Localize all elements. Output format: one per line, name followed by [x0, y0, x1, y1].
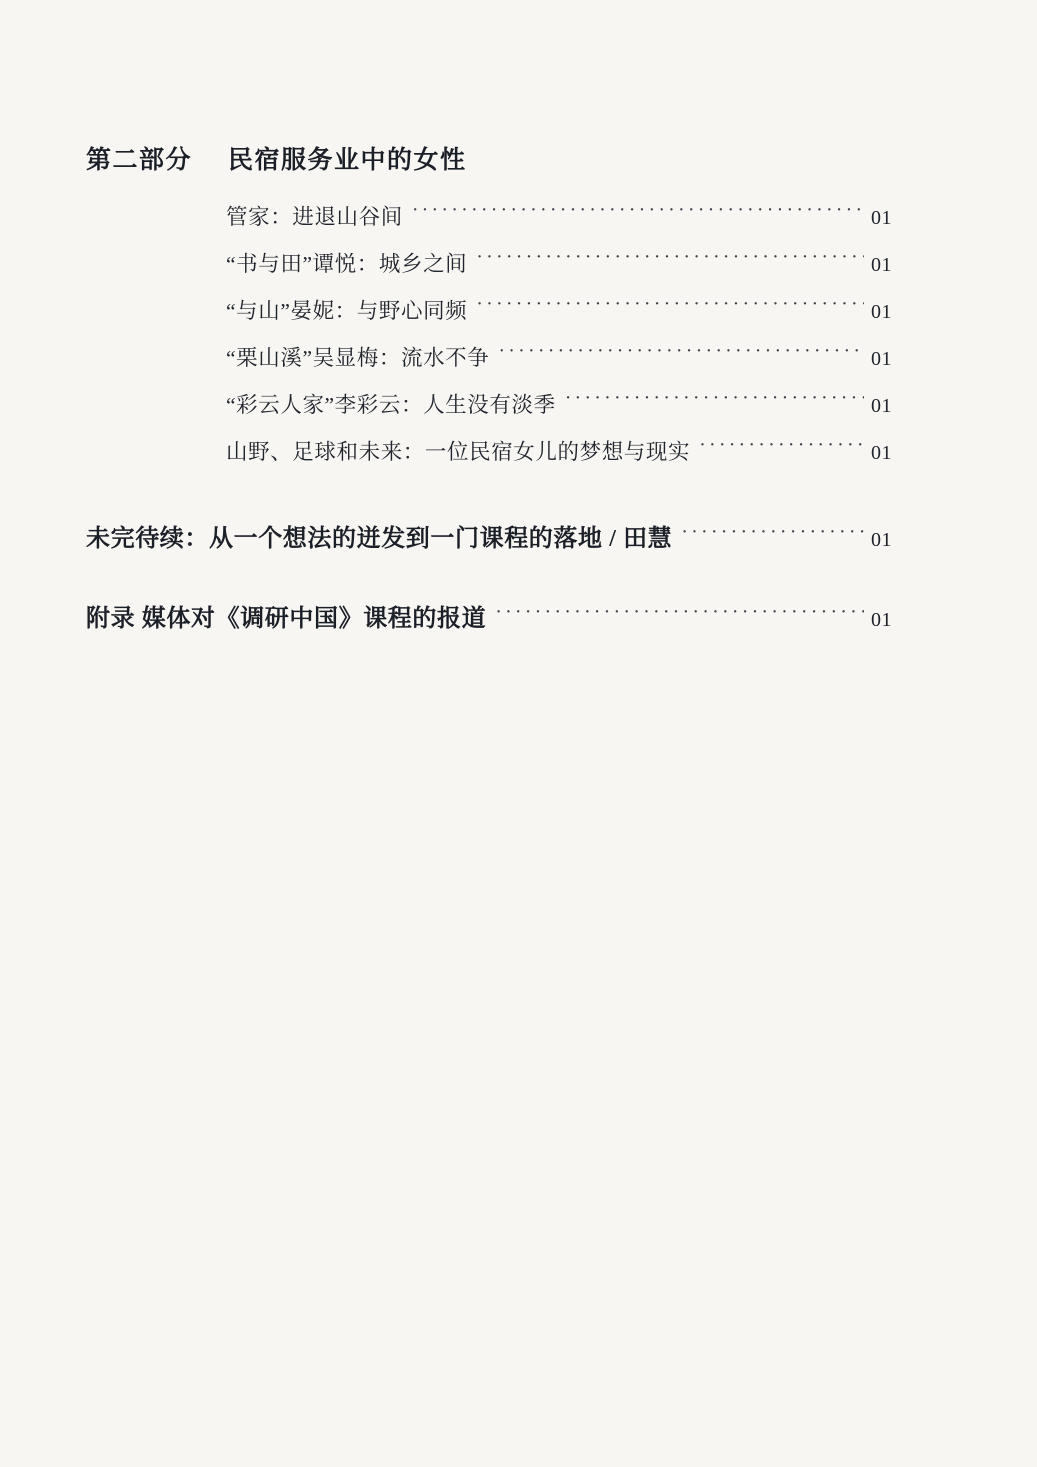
toc-entry-label: “彩云人家”李彩云：人生没有淡季 — [226, 392, 556, 417]
section-spacer — [86, 484, 892, 522]
toc-major-entry[interactable] — [86, 522, 892, 551]
toc-sub-list — [226, 202, 892, 463]
dot-leader — [476, 296, 864, 318]
table-of-contents — [86, 140, 892, 652]
dot-leader — [565, 390, 864, 412]
toc-entry[interactable] — [226, 202, 892, 228]
toc-entry-page: 01 — [871, 300, 892, 323]
part-heading — [86, 140, 892, 176]
dot-leader — [412, 202, 864, 224]
toc-entry[interactable] — [226, 249, 892, 275]
toc-entry-label: “栗山溪”吴显梅：流水不争 — [226, 345, 490, 370]
toc-entry-label: “书与田”谭悦：城乡之间 — [226, 251, 468, 276]
toc-entry-page: 01 — [871, 441, 892, 464]
toc-entry-page: 01 — [871, 253, 892, 276]
dot-leader — [495, 602, 864, 626]
toc-entry-page: 01 — [871, 206, 892, 229]
part-title: 民宿服务业中的女性 — [228, 147, 467, 174]
toc-entry[interactable] — [226, 343, 892, 369]
toc-entry[interactable] — [226, 390, 892, 416]
toc-entry[interactable] — [226, 296, 892, 322]
dot-leader — [498, 343, 864, 365]
toc-major-entry[interactable] — [86, 602, 892, 631]
toc-major-label: 附录 媒体对《调研中国》课程的报道 — [86, 606, 487, 632]
toc-major-page: 01 — [871, 529, 892, 551]
toc-entry-page: 01 — [871, 347, 892, 370]
dot-leader — [476, 249, 864, 271]
part-label: 第二部分 — [86, 147, 193, 174]
toc-major-page: 01 — [871, 609, 892, 631]
section-spacer — [86, 572, 892, 602]
toc-entry-label: 管家：进退山谷间 — [226, 204, 403, 229]
dot-leader — [681, 522, 864, 546]
toc-entry-label: “与山”晏妮：与野心同频 — [226, 298, 468, 323]
dot-leader — [699, 437, 864, 459]
toc-entry[interactable] — [226, 437, 892, 463]
toc-major-label: 未完待续：从一个想法的迸发到一门课程的落地 / 田慧 — [86, 526, 673, 552]
toc-entry-label: 山野、足球和未来：一位民宿女儿的梦想与现实 — [226, 439, 691, 464]
toc-entry-page: 01 — [871, 394, 892, 417]
